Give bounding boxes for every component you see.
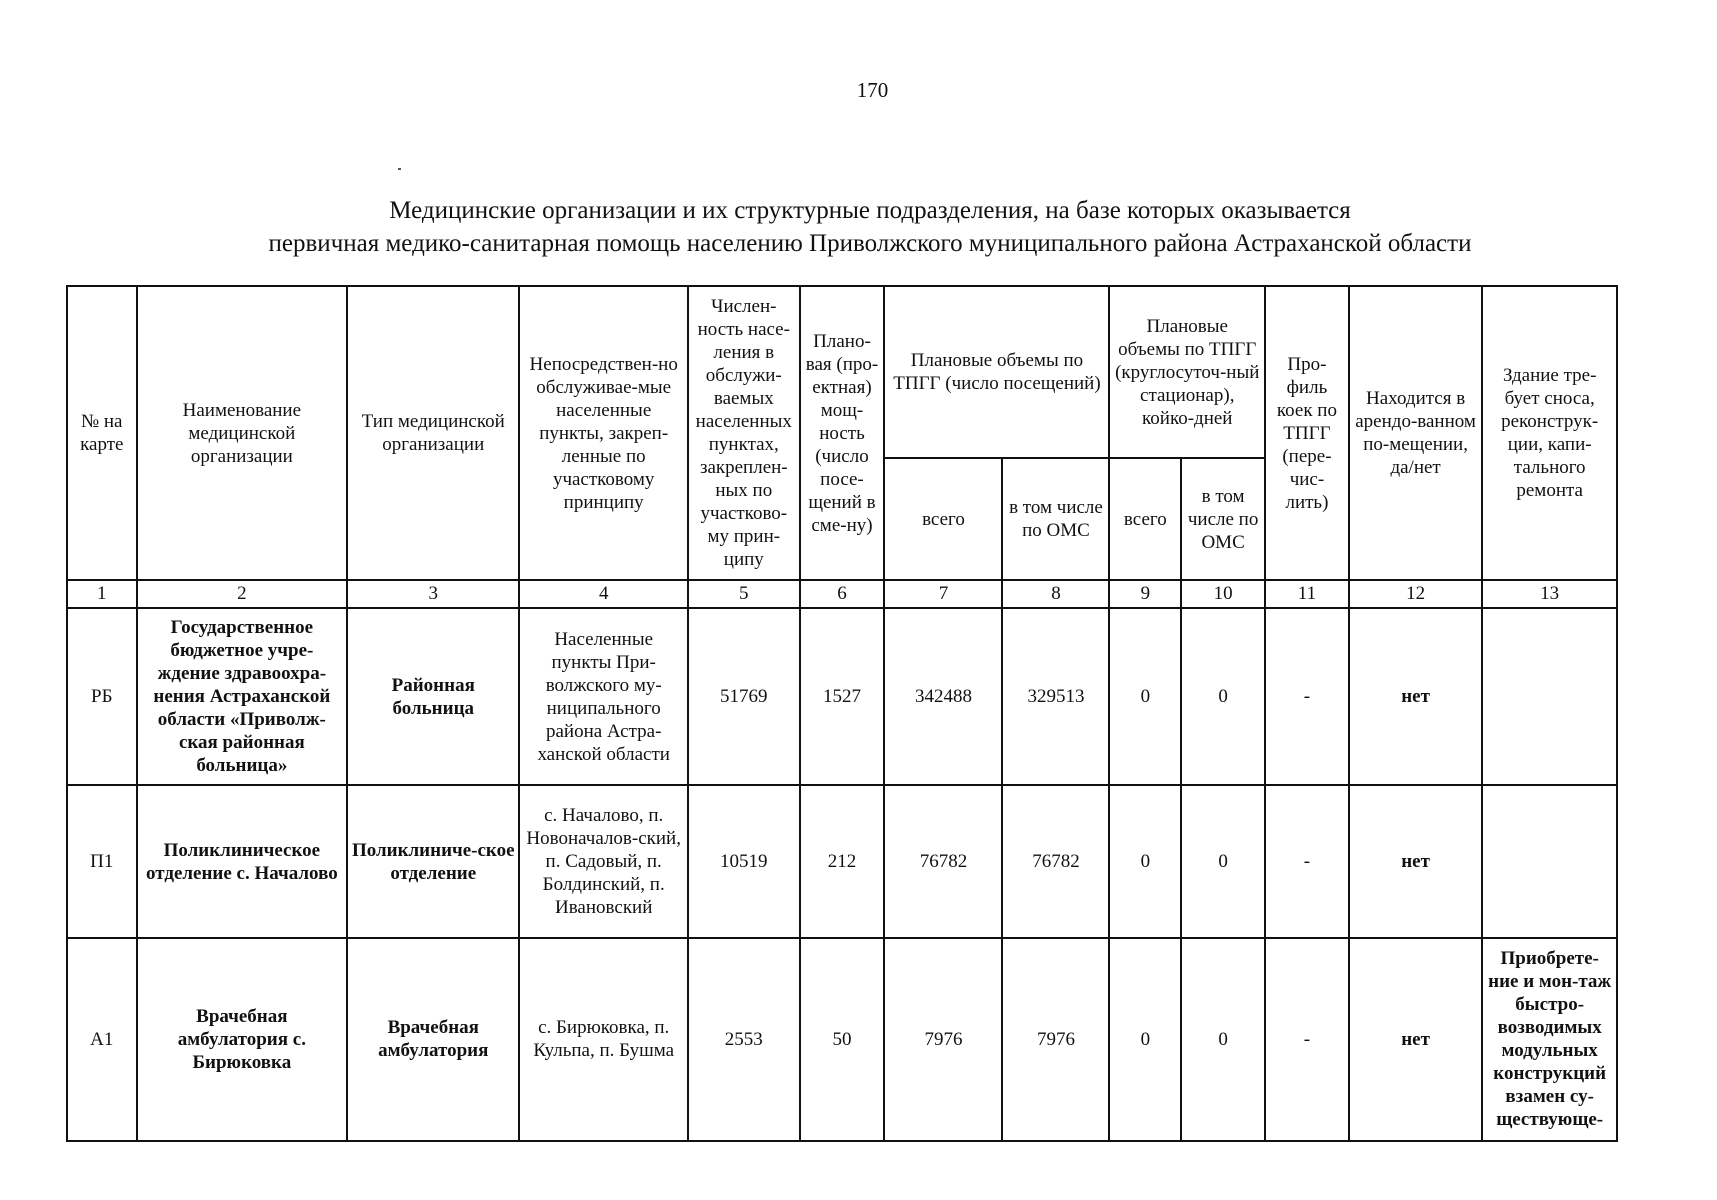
visits-total-cell: 342488 [884, 608, 1002, 785]
header-group-visits: Плановые объемы по ТПГГ (число посещений) [884, 286, 1109, 458]
header-visits-total: всего [884, 458, 1002, 580]
building-cell: Приобрете-ние и мон-таж быстро-возводимых модульных конструкций взамен су-ществующе- [1482, 938, 1617, 1141]
rented-cell: нет [1349, 608, 1482, 785]
table-row [67, 785, 1617, 937]
column-number: 6 [800, 580, 885, 608]
visits-oms-cell: 7976 [1002, 938, 1109, 1141]
column-number: 10 [1181, 580, 1265, 608]
map-code-cell: А1 [67, 938, 137, 1141]
beddays-total-cell: 0 [1109, 938, 1181, 1141]
column-number: 3 [347, 580, 519, 608]
document-title [60, 194, 1680, 260]
bed-profile-cell: - [1265, 938, 1349, 1141]
beddays-total-cell: 0 [1109, 608, 1181, 785]
header-row-1 [67, 286, 1617, 458]
beddays-oms-cell: 0 [1181, 608, 1265, 785]
header-visits-oms: в том числе по ОМС [1002, 458, 1109, 580]
population-cell: 2553 [688, 938, 799, 1141]
org-type-cell: Врачебная амбулатория [347, 938, 519, 1141]
column-number-row [67, 580, 1617, 608]
org-type-cell: Районная больница [347, 608, 519, 785]
visits-total-cell: 7976 [884, 938, 1002, 1141]
column-number: 2 [137, 580, 348, 608]
title-line-2: первичная медико-санитарная помощь населению Приволжского муниципального района Астраханской области [268, 230, 1472, 257]
bed-profile-cell: - [1265, 785, 1349, 937]
column-number: 12 [1349, 580, 1482, 608]
header-building: Здание тре-бует сноса, реконструк-ции, капи-тального ремонта [1482, 286, 1617, 580]
column-number: 5 [688, 580, 799, 608]
map-code-cell: П1 [67, 785, 137, 937]
population-cell: 10519 [688, 785, 799, 937]
beddays-oms-cell: 0 [1181, 785, 1265, 937]
beddays-total-cell: 0 [1109, 785, 1181, 937]
header-capacity: Плано-вая (про-ектная) мощ-ность (число посе-щений в сме-ну) [800, 286, 885, 580]
rented-cell: нет [1349, 785, 1482, 937]
visits-oms-cell: 76782 [1002, 785, 1109, 937]
settlements-cell: с. Бирюковка, п. Кульпа, п. Бушма [519, 938, 688, 1141]
column-number: 11 [1265, 580, 1349, 608]
column-number: 8 [1002, 580, 1109, 608]
beddays-oms-cell: 0 [1181, 938, 1265, 1141]
map-code-cell: РБ [67, 608, 137, 785]
settlements-cell: с. Началово, п. Новоначалов-ский, п. Садовый, п. Болдинский, п. Ивановский [519, 785, 688, 937]
org-name-cell: Врачебная амбулатория с. Бирюковка [137, 938, 348, 1141]
visits-oms-cell: 329513 [1002, 608, 1109, 785]
medical-organizations-table [66, 285, 1618, 1142]
column-number: 1 [67, 580, 137, 608]
org-type-cell: Поликлиниче-ское отделение [347, 785, 519, 937]
building-cell [1482, 785, 1617, 937]
header-map-number: № на карте [67, 286, 137, 580]
visits-total-cell: 76782 [884, 785, 1002, 937]
table-row [67, 938, 1617, 1141]
bed-profile-cell: - [1265, 608, 1349, 785]
header-beddays-oms: в том числе по ОМС [1181, 458, 1265, 580]
scan-speck [398, 168, 401, 170]
column-number: 4 [519, 580, 688, 608]
header-settlements: Непосредствен-но обслуживае-мые населенные пункты, закреп-ленные по участковому принципу [519, 286, 688, 580]
title-line-1: Медицинские организации и их структурные подразделения, на базе которых оказывается [389, 197, 1351, 224]
header-org-type: Тип медицинской организации [347, 286, 519, 580]
capacity-cell: 1527 [800, 608, 885, 785]
building-cell [1482, 608, 1617, 785]
header-bed-profile: Про-филь коек по ТПГГ (пере-чис-лить) [1265, 286, 1349, 580]
header-population: Числен-ность насе-ления в обслужи-ваемых населенных пунктах, закреплен-ных по участково-му прин-ципу [688, 286, 799, 580]
org-name-cell: Поликлиническое отделение с. Началово [137, 785, 348, 937]
column-number: 9 [1109, 580, 1181, 608]
column-number: 13 [1482, 580, 1617, 608]
header-beddays-total: всего [1109, 458, 1181, 580]
rented-cell: нет [1349, 938, 1482, 1141]
column-number: 7 [884, 580, 1002, 608]
capacity-cell: 212 [800, 785, 885, 937]
header-org-name: Наименование медицинской организации [137, 286, 348, 580]
settlements-cell: Населенные пункты При-волжского му-ниципального района Астра-ханской области [519, 608, 688, 785]
table-row [67, 608, 1617, 785]
population-cell: 51769 [688, 608, 799, 785]
header-group-beddays: Плановые объемы по ТПГГ (круглосуточ-ный стационар), койко-дней [1109, 286, 1265, 458]
org-name-cell: Государственное бюджетное учре-ждение здравоохра-нения Астраханской области «Приволж-ская районная больница» [137, 608, 348, 785]
page-number: 170 [856, 78, 889, 102]
header-rented: Находится в арендо-ванном по-мещении, да/нет [1349, 286, 1482, 580]
capacity-cell: 50 [800, 938, 885, 1141]
